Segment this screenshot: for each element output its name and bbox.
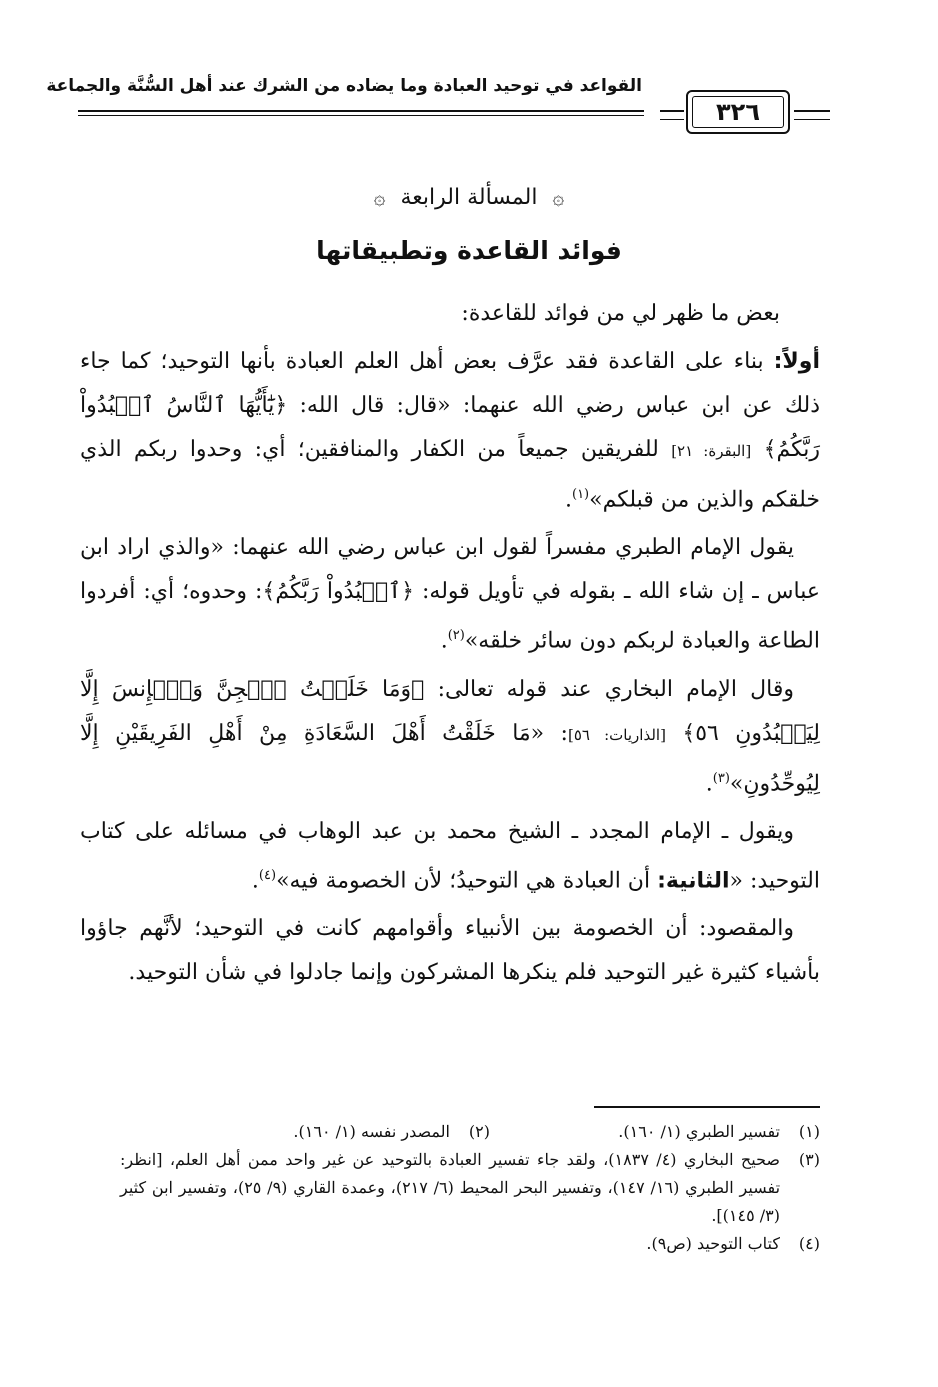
footnote-marker[interactable]: (٤) [258,867,277,883]
paragraph-text: : «مَا خَلَقْتُ أَهْلَ السَّعَادَةِ مِنْ أَهْلِ الفَرِيقَيْنِ إِلَّا لِيُوحِّدُونِ» [80,720,820,796]
paragraph-text: بناء على القاعدة فقد عرَّف بعض أهل العلم العبادة بأنها التوحيد؛ كما جاء ذلك عن ابن عباس رضي الله عنهما: «قال: قال الله: ﴿يَٰٓأَيُّهَا ٱلنَّاسُ ٱعۡبُدُواْ رَبَّكُمُ﴾ [80,349,820,462]
page-number: ٣٢٦ [716,98,760,126]
footnote-text: المصدر نفسه (١/ ١٦٠). [293,1122,450,1141]
page-number-frame [686,90,790,134]
paragraph-4: ويقول ـ الإمام المجدد ـ الشيخ محمد بن عبد الوهاب في مسائله على كتاب التوحيد: «الثانية: أن العبادة هي التوحيدُ؛ لأن الخصومة فيه»$^{(٤)}$. [80,818,820,894]
paragraph-bold: الثانية: [657,868,730,894]
quran-reference: [البقرة: ٢١] [671,442,752,460]
ornament-icon: ۞ [373,185,386,209]
footnote-item [490,1118,820,1146]
paragraph-text: ويقول ـ الإمام المجدد ـ الشيخ محمد بن عبد الوهاب في مسائله على كتاب التوحيد: « [80,818,820,894]
paragraph-5: والمقصود: أن الخصومة بين الأنبياء وأقوامهم كانت في التوحيد؛ لأنَّهم جاؤوا بأشياء كثيرة غير التوحيد فلم ينكرها المشركون وإنما جادلوا في شأن التوحيد. [80,916,820,986]
header-rule-segment [660,110,684,120]
page-header [46,72,830,134]
header-rule [78,110,644,112]
ornament-icon: ۞ [552,185,565,209]
section-heading [0,185,938,210]
header-rule-segment [794,110,830,120]
footnote-number: (٤) [798,1234,820,1253]
paragraph-2: يقول الإمام الطبري مفسراً لقول ابن عباس رضي الله عنهما: «والذي اراد ابن عباس ـ إن شاء الله ـ بقوله في تأويل قوله: ﴿ٱعۡبُدُواْ رَبَّكُمُ﴾: وحدوه؛ أي: أفردوا الطاعة والعبادة لربكم دون سائر خلقه»$^{(٢)}$. [80,535,820,654]
body-text [80,292,820,999]
paragraph-text: أن العبادة هي التوحيدُ؛ لأن الخصومة فيه» [276,868,658,894]
footnote-marker[interactable]: (١) [571,487,590,502]
footnote-text: تفسير الطبري (١/ ١٦٠). [618,1122,780,1141]
footnote-text: كتاب التوحيد (ص٩). [646,1234,780,1253]
footnote-number: (١) [798,1122,820,1141]
footnote-text: صحيح البخاري (٤/ ١٨٣٧)، ولقد جاء تفسير العبادة بالتوحيد عن غير واحد ممن أهل العلم، [انظر: تفسير الطبري (١٦/ ١٤٧)، وتفسير البحر المحيط (٦/ ٢١٧)، وعمدة القاري (٩/ ٢٥)، وتفسير ابن كثير (٣/ ١٤٥)]. [120,1150,781,1225]
running-title: القواعد في توحيد العبادة وما يضاده من الشرك عند أهل السُّنَّة والجماعة [46,76,642,96]
footnote-row [120,1230,820,1258]
footnotes [120,1118,820,1258]
footnote-row [120,1146,820,1230]
paragraph-text: للفريقين جميعاً من الكفار والمنافقين؛ أي: وحدوا ربكم الذي خلقكم والذين من قبلكم» [80,437,820,513]
paragraph-3: وقال الإمام البخاري عند قوله تعالى: ﴿وَمَا خَلَقۡتُ ٱلۡجِنَّ وَٱلۡإِنسَ إِلَّا لِيَعۡبُدُونِ ٥٦﴾ [الذاريات: ٥٦]: «مَا خَلَقْتُ أَهْلَ السَّعَادَةِ مِنْ أَهْلِ الفَرِيقَيْنِ إِلَّا لِيُوحِّدُونِ»$^{(٣)}$. [80,676,820,796]
paragraph-1: أولاً: بناء على القاعدة فقد عرَّف بعض أهل العلم العبادة بأنها التوحيد؛ كما جاء ذلك عن ابن عباس رضي الله عنهما: «قال: قال الله: ﴿يَٰٓأَيُّهَا ٱلنَّاسُ ٱعۡبُدُواْ رَبَّكُمُ﴾ [البقرة: ٢١] للفريقين جميعاً من الكفار والمنافقين؛ أي: وحدوا ربكم الذي خلقكم والذين من قبلكم»$^{(١)}$. [80,349,820,513]
section-heading-text: المسألة الرابعة [400,185,538,210]
paragraph-text: وقال الإمام البخاري عند قوله تعالى: ﴿وَمَا خَلَقۡتُ ٱلۡجِنَّ وَٱلۡإِنسَ إِلَّا لِيَعۡبُدُونِ ٥٦﴾ [80,676,820,746]
footnote-number: (٣) [798,1150,820,1169]
quran-reference: [الذاريات: ٥٦] [567,725,666,744]
footnote-number: (٢) [468,1122,490,1141]
footnote-marker[interactable]: (٢) [447,628,465,644]
footnote-marker[interactable]: (٣) [712,770,730,786]
header-rule-thin [78,115,644,116]
section-title: فوائد القاعدة وتطبيقاتها [316,236,622,265]
footnote-row [120,1118,820,1146]
paragraph-text: يقول الإمام الطبري مفسراً لقول ابن عباس رضي الله عنهما: «والذي اراد ابن عباس ـ إن شاء الله ـ بقوله في تأويل قوله: ﴿ٱعۡبُدُواْ رَبَّكُمُ﴾: وحدوه؛ أي: أفردوا الطاعة والعبادة لربكم دون سائر خلقه» [80,535,820,654]
footnote-item [160,1118,490,1146]
paragraph-intro: بعض ما ظهر لي من فوائد للقاعدة: [461,301,780,326]
paragraph-lead: أولاً: [773,349,820,374]
footnote-divider [594,1106,820,1108]
